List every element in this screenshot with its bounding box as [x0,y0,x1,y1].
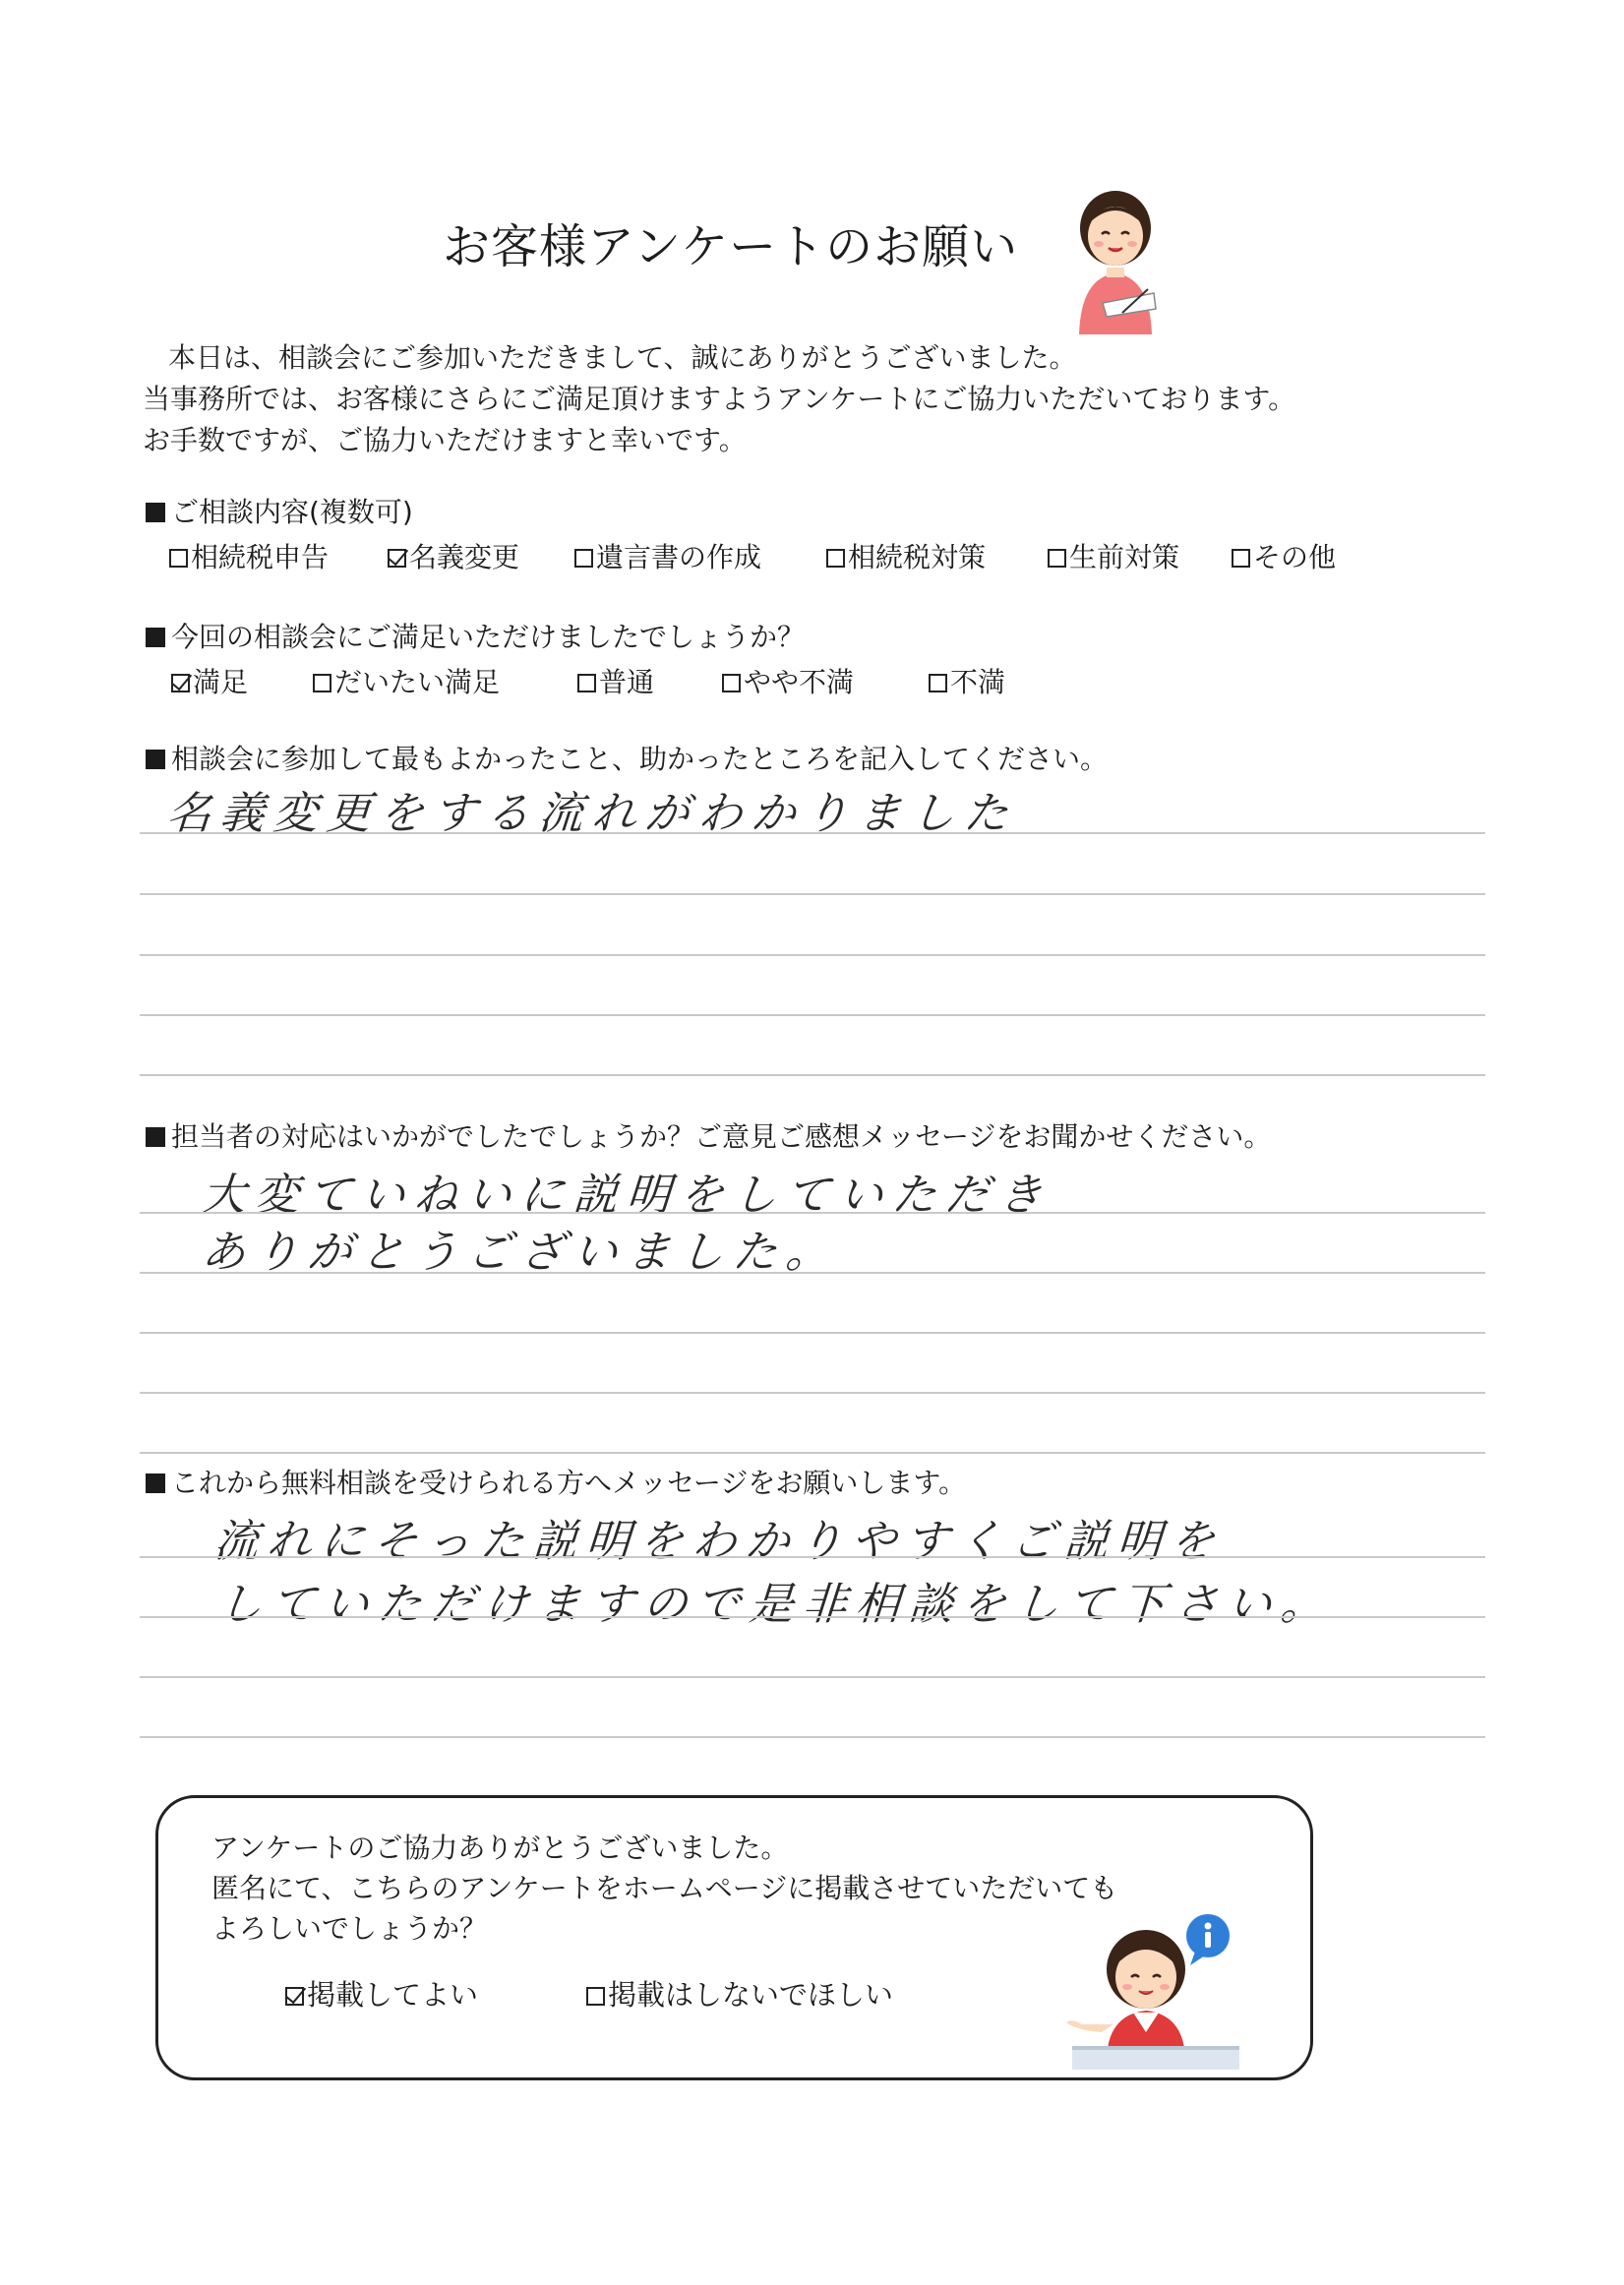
option-satisfied[interactable]: 満足 [171,661,248,700]
bullet-square-icon [146,1473,165,1493]
question-consultation-type: ご相談内容(複数可) [146,491,413,530]
answer-ruled-line [140,1616,1485,1618]
staff-woman-illustration [1057,187,1173,334]
question-staff-response: 担当者の対応はいかがでしたでしょうか？ご意見ご感想メッセージをお聞かせください。 [146,1115,1271,1155]
intro-line: お手数ですが、ご協力いただけますと幸いです。 [143,424,747,456]
answer-ruled-line [140,1272,1485,1274]
answer-ruled-line [140,893,1485,895]
intro-text [143,337,1295,461]
closing-text [211,1828,1117,1949]
answer-ruled-line [140,1556,1485,1558]
option-other[interactable]: その他 [1232,536,1336,575]
bullet-square-icon [146,503,165,522]
checkbox[interactable] [929,674,947,692]
answer-ruled-line [140,1332,1485,1334]
handwritten-answer-line: 流れにそった説明をわかりやすくご説明を [211,1515,1226,1567]
checkbox-checked[interactable] [171,674,190,692]
option-will-preparation[interactable]: 遺言書の作成 [574,536,761,575]
answer-ruled-line [140,1212,1485,1214]
checkbox[interactable] [169,549,188,568]
answer-ruled-line [140,832,1485,834]
checkbox[interactable] [1048,549,1066,568]
checkbox[interactable] [574,549,593,568]
checkbox[interactable] [586,1987,605,2006]
handwritten-answer-line: 名義変更をする流れがわかりました [164,787,1019,839]
receptionist-info-illustration [1062,1908,1249,2075]
intro-line: 本日は、相談会にご参加いただきまして、誠にありがとうございました。 [168,341,1077,374]
bullet-square-icon [146,750,165,769]
option-neutral[interactable]: 普通 [577,661,654,700]
intro-line: 当事務所では、お客様にさらにご満足頂けますようアンケートにご協力いただいております。 [143,383,1296,415]
option-name-change[interactable]: 名義変更 [388,536,519,575]
option-publish-no[interactable]: 掲載はしないでほしい [586,1973,893,2014]
checkbox-checked[interactable] [388,549,406,568]
bullet-square-icon [146,628,165,647]
bullet-square-icon [146,1127,165,1147]
answer-ruled-line [140,1736,1485,1738]
closing-line: アンケートのご協力ありがとうございました。 [211,1832,789,1864]
page-title: お客様アンケートのお願い [443,219,1019,274]
answer-ruled-line [140,1014,1485,1016]
option-dissatisfied[interactable]: 不満 [929,661,1005,700]
option-mostly-satisfied[interactable]: だいたい満足 [313,661,500,700]
checkbox[interactable] [1232,549,1250,568]
option-inheritance-tax-filing[interactable]: 相続税申告 [169,536,329,575]
option-estate-planning[interactable]: 生前対策 [1048,536,1179,575]
checkbox[interactable] [313,674,331,692]
option-somewhat-dissatisfied[interactable]: やや不満 [722,661,854,700]
checkbox[interactable] [722,674,741,692]
closing-line: よろしいでしょうか？ [211,1912,488,1945]
handwritten-answer-line: 大変ていねいに説明をしていただき [199,1169,1053,1221]
option-publish-ok[interactable]: 掲載してよい [285,1973,478,2014]
handwritten-answer-line: ありがとうございました。 [199,1226,841,1278]
checkbox-checked[interactable] [285,1987,304,2006]
question-message-to-others: これから無料相談を受けられる方へメッセージをお願いします。 [146,1462,966,1501]
answer-ruled-line [140,1074,1485,1076]
answer-ruled-line [140,1676,1485,1678]
closing-line: 匿名にて、こちらのアンケートをホームページに掲載させていただいても [211,1872,1118,1904]
question-satisfaction: 今回の相談会にご満足いただけましたでしょうか？ [146,616,805,655]
handwritten-answer-line: していただけますので是非相談をして下さい。 [215,1578,1336,1630]
question-best-part: 相談会に参加して最もよかったこと、助かったところを記入してください。 [146,738,1108,777]
answer-ruled-line [140,1392,1485,1394]
checkbox[interactable] [577,674,596,692]
option-inheritance-tax-planning[interactable]: 相続税対策 [826,536,986,575]
answer-ruled-line [140,1452,1485,1454]
checkbox[interactable] [826,549,845,568]
answer-ruled-line [140,954,1485,956]
